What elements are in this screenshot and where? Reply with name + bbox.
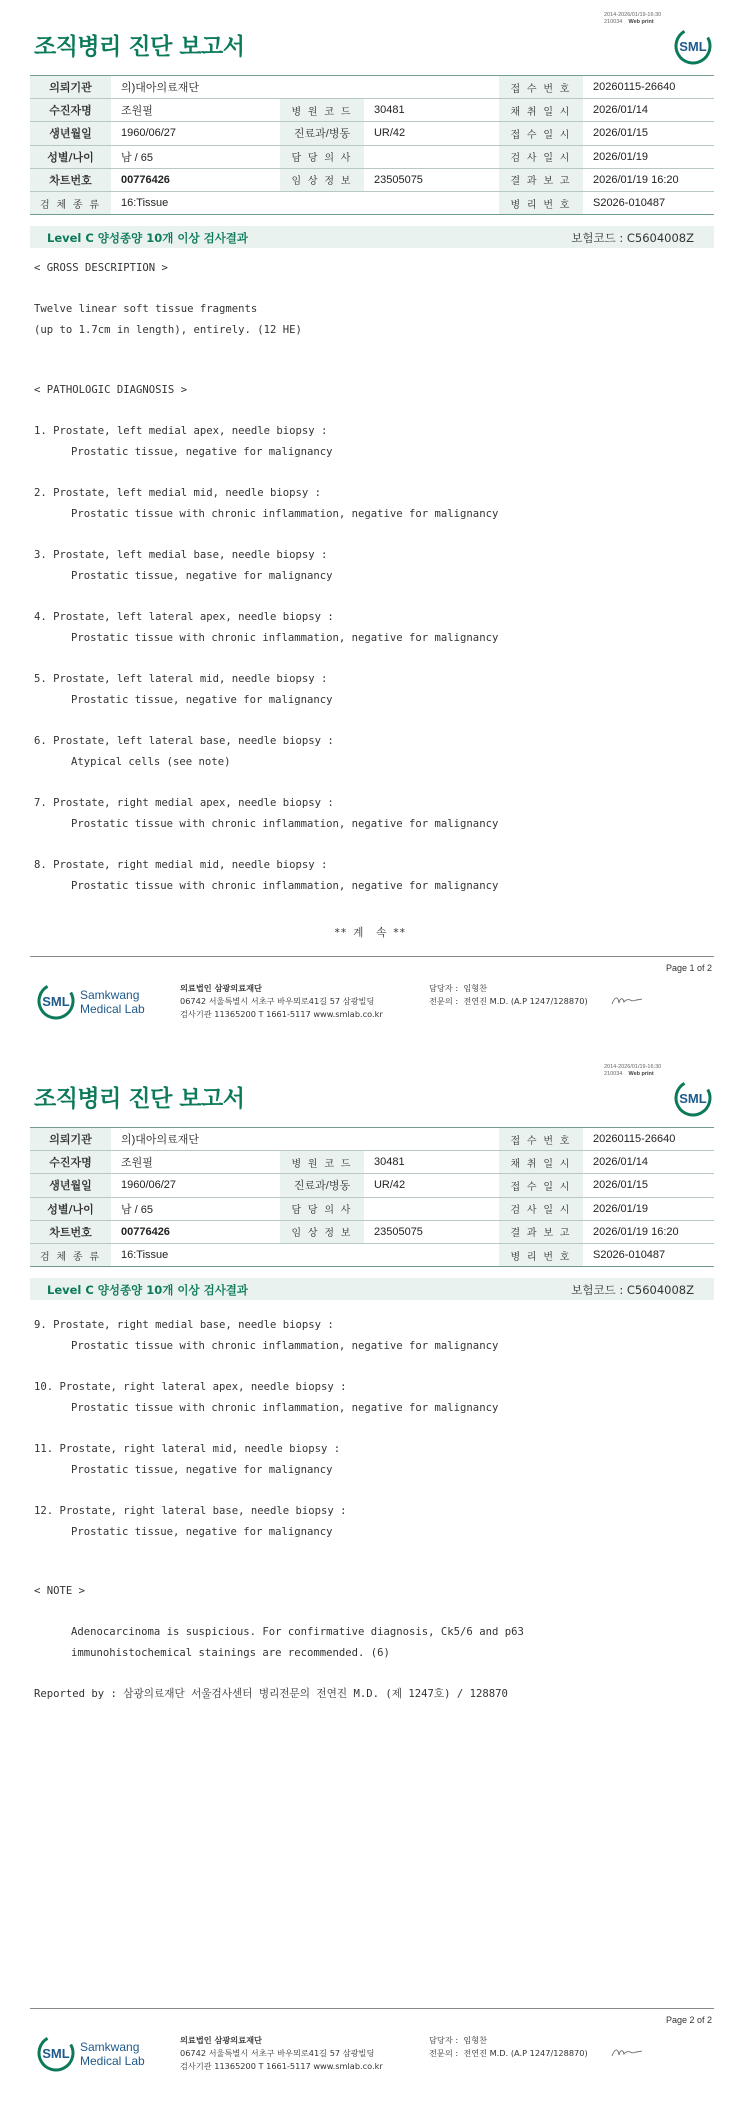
info-label: 차트번호 [30,168,111,191]
specialist-label: 전문의 : [429,996,459,1006]
staff-label: 담당자 : [429,983,459,993]
info-label: 병 리 번 호 [499,191,583,214]
info-label: 결 과 보 고 [499,168,583,191]
info-value: 조원필 [111,99,280,122]
page-number: Page 2 of 2 [665,2015,712,2025]
info-value: 20260115-26640 [583,76,714,99]
print-meta-web: Web print [628,19,654,25]
info-row [30,1220,714,1243]
footer-org: 의료법인 삼광의료재단 [180,983,262,993]
info-label: 수진자명 [30,99,111,122]
diagnosis-result: Prostatic tissue, negative for malignancy [71,446,333,458]
info-row [30,1151,714,1174]
info-row [30,1197,714,1220]
sml-logo-icon [673,26,713,66]
info-row [30,145,714,168]
info-label: 검 사 일 시 [499,1197,583,1220]
diagnosis-site: 8. Prostate, right medial mid, needle biopsy : [34,859,328,871]
info-label: 수진자명 [30,1151,111,1174]
info-label: 성별/나이 [30,145,111,168]
specialist-name: 전연진 M.D. (A.P 1247/128870) [463,996,588,1006]
info-value: 의)대아의료재단 [111,1128,499,1151]
level-title: Level C 양성종양 10개 이상 검사결과 [47,231,249,245]
note-line: immunohistochemical stainings are recommended. (6) [71,1647,390,1659]
samkwang-logo-icon [36,980,156,1022]
diagnosis-site: 1. Prostate, left medial apex, needle biopsy : [34,425,328,437]
print-meta-line1: 2014-2026/01/19-16:30 [604,1064,662,1070]
specialist-label: 전문의 : [429,2048,459,2058]
info-value: 2026/01/15 [583,122,714,145]
diagnosis-site: 4. Prostate, left lateral apex, needle biopsy : [34,611,334,623]
info-value: 30481 [364,99,499,122]
diagnosis-result: Prostatic tissue with chronic inflammation, negative for malignancy [71,818,499,830]
diagnosis-result: Prostatic tissue with chronic inflammation, negative for malignancy [71,632,499,644]
info-value: 2026/01/15 [583,1174,714,1197]
info-value: 2026/01/19 16:20 [583,168,714,191]
info-value: S2026-010487 [583,1243,714,1266]
gross-line: (up to 1.7cm in length), entirely. (12 HE) [34,324,302,336]
info-value [364,145,499,168]
level-result-bar [30,1278,714,1300]
footer-phone: 검사기관 11365200 T 1661-5117 www.smlab.co.kr [180,2061,383,2071]
sml-logo-icon [673,1078,713,1118]
info-value: 00776426 [111,168,280,191]
info-row [30,1243,714,1266]
diagnosis-header: < PATHOLOGIC DIAGNOSIS > [34,384,188,396]
info-label: 접 수 일 시 [499,1174,583,1197]
info-label: 생년월일 [30,122,111,145]
footer-staff [429,2034,588,2060]
diagnosis-site: 7. Prostate, right medial apex, needle biopsy : [34,797,334,809]
info-value: UR/42 [364,1174,499,1197]
footer-staff [429,982,588,1008]
info-label: 임 상 정 보 [280,168,364,191]
reported-by: Reported by : 삼광의료재단 서울검사센터 병리전문의 전연진 M.D. (제 1247호) / 128870 [34,1688,508,1700]
staff-label: 담당자 : [429,2035,459,2045]
diagnosis-site: 10. Prostate, right lateral apex, needle biopsy : [34,1381,347,1393]
logo-line1: Samkwang [80,988,140,1002]
info-value: S2026-010487 [583,191,714,214]
print-meta-line2: 210034 [604,19,623,25]
info-row [30,122,714,145]
info-label: 검 체 종 류 [30,1243,111,1266]
info-label: 진료과/병동 [280,122,364,145]
info-value: UR/42 [364,122,499,145]
info-value: 의)대아의료재단 [111,76,499,99]
diagnosis-site: 11. Prostate, right lateral mid, needle biopsy : [34,1443,341,1455]
print-metadata [604,12,661,26]
info-value: 남 / 65 [111,1197,280,1220]
samkwang-logo-icon [36,2032,156,2074]
info-label: 진료과/병동 [280,1174,364,1197]
diagnosis-result: Prostatic tissue, negative for malignancy [71,1526,333,1538]
info-value [364,1197,499,1220]
diagnosis-site: 9. Prostate, right medial base, needle biopsy : [34,1319,334,1331]
info-value: 16:Tissue [111,1243,499,1266]
diagnosis-result: Atypical cells (see note) [71,756,231,768]
info-label: 병 원 코 드 [280,1151,364,1174]
info-value: 16:Tissue [111,191,499,214]
footer-address [180,2034,383,2073]
info-value: 2026/01/14 [583,1151,714,1174]
footer-street: 06742 서울특별시 서초구 바우뫼로41길 57 삼광빌딩 [180,2048,375,2058]
logo-line2: Medical Lab [80,2054,145,2068]
info-row [30,191,714,214]
footer-divider [30,956,714,957]
info-label: 생년월일 [30,1174,111,1197]
info-label: 결 과 보 고 [499,1220,583,1243]
insurance-code: 보험코드 : C5604008Z [571,1283,694,1297]
sml-logo-text: SML [679,39,707,54]
info-label: 차트번호 [30,1220,111,1243]
diagnosis-result: Prostatic tissue, negative for malignancy [71,694,333,706]
info-value: 2026/01/14 [583,99,714,122]
info-value: 20260115-26640 [583,1128,714,1151]
info-value: 2026/01/19 [583,145,714,168]
info-value: 00776426 [111,1220,280,1243]
info-label: 임 상 정 보 [280,1220,364,1243]
info-label: 접 수 번 호 [499,76,583,99]
info-label: 채 취 일 시 [499,99,583,122]
info-label: 검 사 일 시 [499,145,583,168]
diagnosis-result: Prostatic tissue with chronic inflammation, negative for malignancy [71,508,499,520]
report-title: 조직병리 진단 보고서 [34,1086,245,1112]
note-line: Adenocarcinoma is suspicious. For confirmative diagnosis, Ck5/6 and p63 [71,1626,524,1638]
info-value: 23505075 [364,1220,499,1243]
logo-sml-text: SML [42,994,70,1009]
logo-line2: Medical Lab [80,1002,145,1016]
diagnosis-result: Prostatic tissue with chronic inflammation, negative for malignancy [71,1402,499,1414]
info-row [30,76,714,99]
diagnosis-result: Prostatic tissue, negative for malignancy [71,1464,333,1476]
signature-icon [610,994,644,1008]
info-label: 채 취 일 시 [499,1151,583,1174]
info-label: 접 수 일 시 [499,122,583,145]
info-value: 2026/01/19 [583,1197,714,1220]
gross-header: < GROSS DESCRIPTION > [34,262,168,274]
level-title: Level C 양성종양 10개 이상 검사결과 [47,1283,249,1297]
insurance-code: 보험코드 : C5604008Z [571,231,694,245]
diagnosis-site: 6. Prostate, left lateral base, needle biopsy : [34,735,334,747]
footer-address [180,982,383,1021]
info-value: 23505075 [364,168,499,191]
info-label: 담 당 의 사 [280,1197,364,1220]
print-meta-line1: 2014-2026/01/19-16:30 [604,12,662,18]
logo-line1: Samkwang [80,2040,140,2054]
info-row [30,99,714,122]
info-label: 병 원 코 드 [280,99,364,122]
info-value: 1960/06/27 [111,122,280,145]
report-title: 조직병리 진단 보고서 [34,34,245,60]
info-row [30,1174,714,1197]
info-value: 2026/01/19 16:20 [583,1220,714,1243]
info-value: 30481 [364,1151,499,1174]
footer-divider [30,2008,714,2009]
specialist-name: 전연진 M.D. (A.P 1247/128870) [463,2048,588,2058]
info-row [30,168,714,191]
patient-info-table [30,1127,714,1267]
diagnosis-site: 12. Prostate, right lateral base, needle biopsy : [34,1505,347,1517]
logo-sml-text: SML [42,2046,70,2061]
print-metadata [604,1064,661,1078]
footer-phone: 검사기관 11365200 T 1661-5117 www.smlab.co.kr [180,1009,383,1019]
info-value: 1960/06/27 [111,1174,280,1197]
level-result-bar [30,226,714,248]
info-label: 검 체 종 류 [30,191,111,214]
info-label: 의뢰기관 [30,1128,111,1151]
signature-icon [610,2046,644,2060]
diagnosis-site: 2. Prostate, left medial mid, needle biopsy : [34,487,322,499]
footer-org: 의료법인 삼광의료재단 [180,2035,262,2045]
info-label: 접 수 번 호 [499,1128,583,1151]
note-header: < NOTE > [34,1585,86,1597]
info-label: 성별/나이 [30,1197,111,1220]
sml-logo-text: SML [679,1091,707,1106]
staff-name: 임형찬 [463,2035,488,2045]
continued-marker: ** 계 속 ** [334,927,406,939]
diagnosis-site: 5. Prostate, left lateral mid, needle biopsy : [34,673,328,685]
print-meta-web: Web print [628,1071,654,1077]
page-number: Page 1 of 2 [665,963,712,973]
info-label: 병 리 번 호 [499,1243,583,1266]
diagnosis-result: Prostatic tissue, negative for malignancy [71,570,333,582]
info-label: 담 당 의 사 [280,145,364,168]
patient-info-table [30,75,714,215]
info-label: 의뢰기관 [30,76,111,99]
gross-line: Twelve linear soft tissue fragments [34,303,258,315]
diagnosis-result: Prostatic tissue with chronic inflammation, negative for malignancy [71,880,499,892]
report-page-2 [0,1052,744,2104]
diagnosis-site: 3. Prostate, left medial base, needle biopsy : [34,549,328,561]
diagnosis-result: Prostatic tissue with chronic inflammation, negative for malignancy [71,1340,499,1352]
footer-street: 06742 서울특별시 서초구 바우뫼로41길 57 삼광빌딩 [180,996,375,1006]
info-value: 남 / 65 [111,145,280,168]
info-value: 조원필 [111,1151,280,1174]
info-row [30,1128,714,1151]
staff-name: 임형찬 [463,983,488,993]
print-meta-line2: 210034 [604,1071,623,1077]
